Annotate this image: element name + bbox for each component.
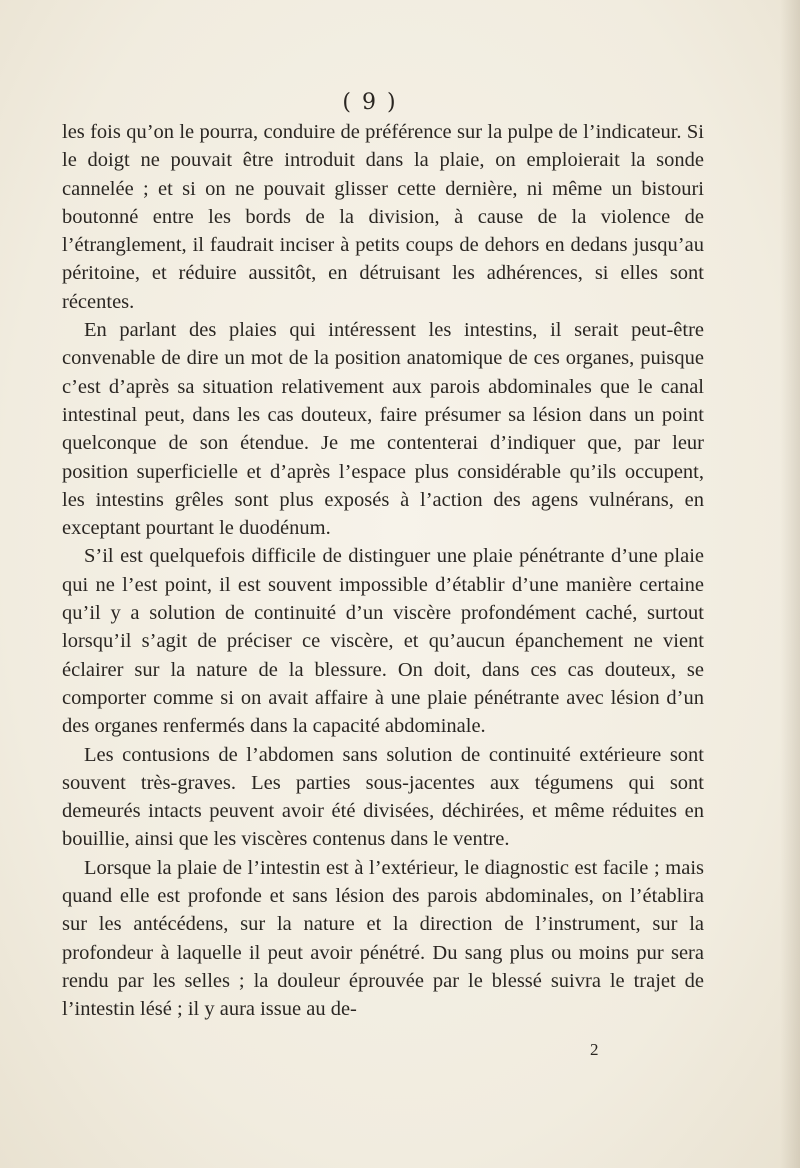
body-text (62, 118, 704, 1024)
paragraph-4: Les contusions de l’abdomen sans solution de continuité extérieure sont souvent très-graves. Les parties sous-jacentes aux tégumens qui sont demeurés intacts peuvent avoir été divisées, déchirées, et même réduites en bouillie, ainsi que les viscères contenus dans le ventre. (62, 743, 704, 851)
paragraph-3: S’il est quelquefois difficile de distinguer une plaie pénétrante d’une plaie qui ne l’est point, il est souvent impossible d’établir d’une manière certaine qu’il y a solution de continuité d’un viscère profondément caché, surtout lorsqu’il s’agit de préciser ce viscère, et qu’aucun épanchement ne vient éclairer sur la nature de la blessure. On doit, dans ces cas douteux, se comporter comme si on avait affaire à une plaie pénétrante avec lésion d’un des organes renfermés dans la capacité abdominale. (62, 545, 704, 738)
page-edge-shadow (780, 0, 800, 1168)
signature-mark: 2 (590, 1040, 599, 1059)
page-number: ( 9 ) (342, 90, 398, 115)
paragraph-1: les fois qu’on le pourra, conduire de préférence sur la pulpe de l’indicateur. Si le doigt ne pouvait être introduit dans la plaie, on emploierait la sonde cannelée ; et si on ne pouvait glisser cette dernière, ni même un bistouri boutonné entre les bords de la division, à cause de la violence de l’étranglement, il faudrait inciser à petits coups de dehors en dedans jusqu’au péritoine, et réduire aussitôt, en détruisant les adhérences, si elles sont récentes. (62, 121, 704, 313)
paragraph-5: Lorsque la plaie de l’intestin est à l’extérieur, le diagnostic est facile ; mais quand elle est profonde et sans lésion des parois abdominales, on l’établira sur les antécédens, sur la nature et la direction de l’instrument, sur la profondeur à laquelle il peut avoir pénétré. Du sang plus ou moins pur sera rendu par les selles ; la douleur éprouvée par le blessé suivra le trajet de l’intestin lésé ; il y aura issue au de- (62, 856, 704, 1021)
paragraph-2: En parlant des plaies qui intéressent les intestins, il serait peut-être convenable de dire un mot de la position anatomique de ces organes, puisque c’est d’après sa situation relativement aux parois abdominales que le canal intestinal peut, dans les cas douteux, faire présumer sa lésion dans un point quelconque de son étendue. Je me contenterai d’indiquer que, par leur position superficielle et d’après l’espace plus considérable qu’ils occupent, les intestins grêles sont plus exposés à l’action des agens vulnérans, en exceptant pourtant le duodénum. (62, 319, 704, 540)
